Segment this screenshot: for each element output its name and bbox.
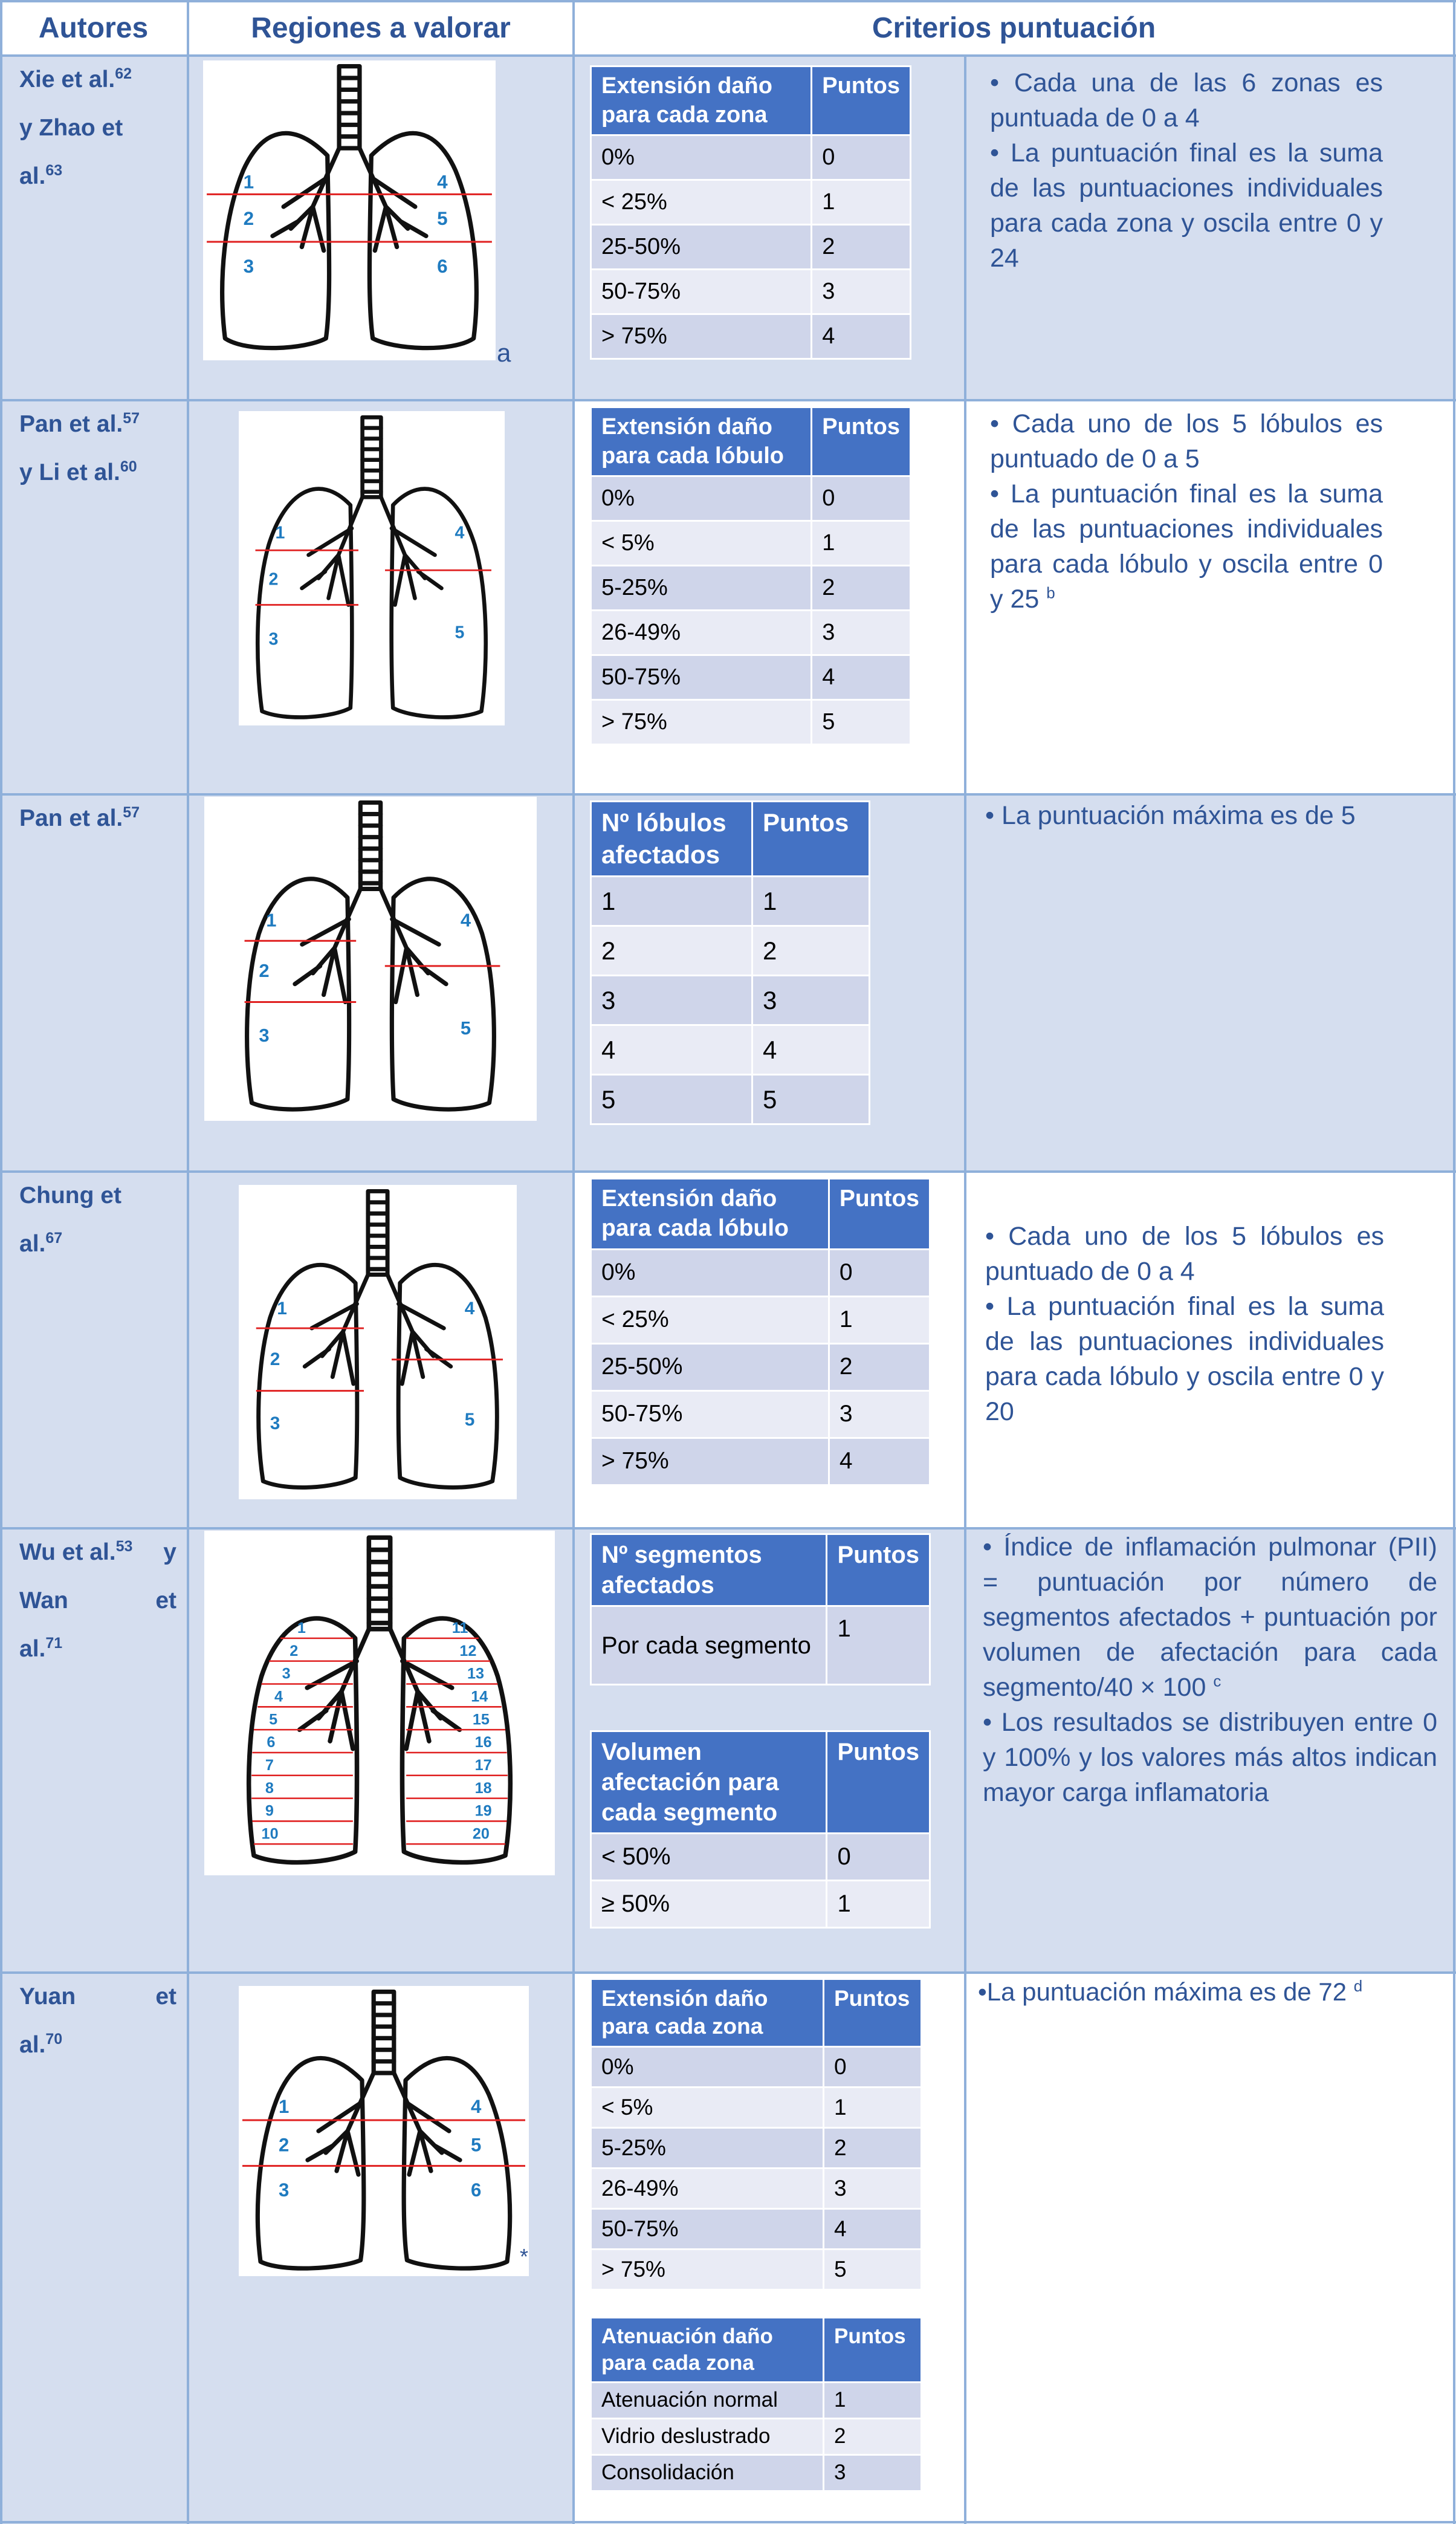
segment-label: 10	[261, 1825, 279, 1843]
table-header: Extensión daño para cada zona	[591, 1979, 824, 2047]
zone-label: 6	[437, 255, 448, 277]
author-text: et	[155, 1588, 176, 1614]
zone-label: 5	[437, 208, 448, 230]
table-cell: 0	[812, 476, 911, 521]
segment-label: 11	[451, 1620, 468, 1637]
table-cell: 0%	[591, 476, 812, 521]
table-cell: ≥ 50%	[591, 1881, 827, 1928]
table-cell: 25-50%	[591, 225, 812, 270]
zone-label: 3	[243, 255, 254, 277]
table-header: Puntos	[827, 1534, 930, 1606]
table-header-row	[591, 2318, 922, 2383]
table-cell: 3	[812, 611, 911, 655]
criteria-bullet: • Cada una de las 6 zonas es puntuada de 0 a 4	[990, 68, 1383, 132]
criteria-text	[985, 798, 1420, 833]
grid-row5-bottom	[0, 1971, 1456, 1974]
image-note: *	[520, 2244, 529, 2269]
score-table	[590, 800, 870, 1125]
lobe-label: 2	[268, 569, 279, 589]
table-header: Volumen afectación para cada segmento	[591, 1731, 827, 1834]
lobe-label: 4	[460, 909, 471, 931]
lobe-label: 5	[464, 1410, 475, 1430]
table-row	[591, 1881, 930, 1928]
table-cell: < 25%	[591, 1296, 829, 1343]
table-cell: 1	[829, 1296, 930, 1343]
table-cell: < 25%	[591, 180, 812, 225]
table-cell: 2	[812, 225, 911, 270]
table-cell: 0%	[591, 135, 812, 180]
criteria-bullet	[983, 1530, 1437, 1705]
segment-label: 4	[274, 1688, 283, 1705]
table-row	[591, 476, 911, 521]
criteria-bullet-text: • Índice de inflamación pulmonar (PII) = puntuación por número de segmentos afectados + puntuación por volumen de afectación para cada segmento/40 × 100	[983, 1533, 1437, 1702]
lung-svg	[203, 60, 496, 360]
table-header: Puntos	[829, 1179, 930, 1250]
table-cell: 4	[829, 1438, 930, 1485]
table-row	[591, 2087, 922, 2127]
table-cell: Vidrio deslustrado	[591, 2418, 824, 2454]
lung-diagram-6-zones	[203, 60, 496, 360]
ref-sup: 60	[120, 458, 137, 475]
ref-sup: 53	[115, 1538, 133, 1555]
grid-row3-bottom	[0, 1170, 1456, 1173]
segment-label: 17	[474, 1756, 492, 1774]
table-header: Puntos	[824, 2318, 922, 2383]
criteria-text	[983, 1530, 1437, 1810]
author-text: al.	[19, 1231, 46, 1257]
score-table	[590, 1178, 931, 1486]
footnote-sup: b	[1046, 583, 1055, 602]
criteria-bullet: • La puntuación final es la suma de las puntuaciones individuales para cada lóbulo y oscila entre 0 y 20	[985, 1292, 1384, 1426]
table-cell: 4	[812, 314, 911, 359]
table-header-row	[591, 67, 911, 135]
table-header: Puntos	[752, 802, 870, 877]
table-cell: 1	[824, 2382, 922, 2418]
table-cell: 3	[812, 270, 911, 314]
table-header: Nº lóbulos afectados	[591, 802, 752, 877]
criteria-bullet: • Cada uno de los 5 lóbulos es puntuado de 0 a 5	[990, 409, 1383, 473]
segment-label: 15	[472, 1711, 490, 1728]
table-cell: < 5%	[591, 2087, 824, 2127]
lobe-label: 4	[455, 523, 465, 543]
table-cell: 2	[591, 926, 752, 976]
table-header: Atenuación daño para cada zona	[591, 2318, 824, 2383]
criteria-bullet	[978, 1976, 1413, 2008]
author-text: Pan et al.	[19, 411, 123, 437]
criteria-text	[985, 1219, 1384, 1429]
criteria-bullet: • Cada uno de los 5 lóbulos es puntuado de 0 a 4	[985, 1222, 1384, 1286]
table-cell: 0%	[591, 1249, 829, 1296]
table-cell: 0	[812, 135, 911, 180]
segment-label: 12	[459, 1642, 477, 1659]
author-text: al.	[19, 1636, 46, 1662]
table-header: Extensión daño para cada lóbulo	[591, 1179, 829, 1250]
table-cell: 26-49%	[591, 2168, 824, 2208]
table-cell: 4	[824, 2208, 922, 2249]
table-cell: > 75%	[591, 314, 812, 359]
criteria-bullet-text: •La puntuación máxima es de 72	[978, 1977, 1347, 2006]
criteria-text	[978, 1976, 1413, 2008]
ref-sup: 57	[123, 804, 140, 821]
criteria-bullet: • La puntuación final es la suma de las puntuaciones individuales para cada zona y oscila entre 0 y 24	[990, 138, 1383, 273]
table-cell: 1	[827, 1881, 930, 1928]
segment-label: 6	[267, 1734, 276, 1751]
table-cell: 50-75%	[591, 2208, 824, 2249]
segment-label: 19	[474, 1802, 492, 1820]
table-cell: 5-25%	[591, 566, 812, 611]
table-header: Nº segmentos afectados	[591, 1534, 827, 1606]
zone-label: 2	[243, 208, 254, 230]
table-row	[591, 135, 911, 180]
table-header: Puntos	[824, 1979, 922, 2047]
table-header-row	[591, 1979, 922, 2047]
lung-svg	[239, 411, 505, 725]
table-row	[591, 655, 911, 700]
table-header: Extensión daño para cada lóbulo	[591, 407, 812, 476]
lobe-label: 3	[259, 1024, 270, 1046]
table-row	[591, 1075, 870, 1124]
table-cell: > 75%	[591, 1438, 829, 1485]
header-regions: Regiones a valorar	[251, 11, 511, 44]
grid-row1-bottom	[0, 399, 1456, 401]
table-row	[591, 2208, 922, 2249]
table-cell: > 75%	[591, 700, 812, 745]
lung-diagram-5-lobes	[239, 411, 505, 725]
lobe-label: 1	[266, 909, 277, 931]
grid-row2-bottom	[0, 793, 1456, 796]
table-cell: 1	[752, 877, 870, 926]
lobe-label: 3	[268, 629, 279, 649]
row4-authors	[19, 1172, 176, 1268]
author-text: Yuan	[19, 1984, 76, 2010]
table-row	[591, 1606, 930, 1685]
table-row	[591, 700, 911, 745]
segment-label: 7	[265, 1756, 274, 1774]
table-cell: 5	[752, 1075, 870, 1124]
segment-label: 13	[467, 1665, 485, 1682]
criteria-bullet: • Los resultados se distribuyen entre 0 y 100% y los valores más altos indican mayor carga inflamatoria	[983, 1708, 1437, 1807]
lobe-label: 5	[455, 623, 465, 643]
table-cell: 3	[752, 976, 870, 1025]
row3-authors	[19, 794, 176, 843]
footnote-sup: c	[1213, 1672, 1221, 1690]
table-cell: 3	[829, 1390, 930, 1438]
table-cell: 1	[827, 1606, 930, 1685]
table-row	[591, 1343, 930, 1390]
zone-label: 2	[279, 2134, 290, 2156]
row5-authors	[19, 1528, 176, 1673]
table-row	[591, 611, 911, 655]
table-cell: 2	[812, 566, 911, 611]
author-text: Pan et al.	[19, 805, 123, 831]
table-row	[591, 180, 911, 225]
lung-svg	[239, 1185, 517, 1499]
table-header: Extensión daño para cada zona	[591, 67, 812, 135]
lobe-label: 1	[277, 1299, 287, 1319]
author-text: al.	[19, 163, 46, 189]
lobe-label: 5	[460, 1017, 471, 1039]
table-cell: 2	[752, 926, 870, 976]
table-cell: 4	[752, 1025, 870, 1075]
author-text: Chung et	[19, 1183, 121, 1208]
lung-diagram-20-segments	[204, 1531, 555, 1875]
table-row	[591, 314, 911, 359]
ref-sup: 71	[45, 1635, 63, 1652]
lung-diagram-5-lobes	[239, 1185, 517, 1499]
table-cell: 5	[824, 2249, 922, 2289]
segment-label: 18	[474, 1779, 492, 1797]
segment-label: 9	[265, 1802, 274, 1820]
segment-label: 3	[282, 1665, 291, 1682]
segment-label: 14	[471, 1688, 488, 1705]
zone-label: 4	[437, 171, 448, 193]
table-header-row	[591, 407, 911, 476]
table-cell: 2	[829, 1343, 930, 1390]
table-cell: 1	[824, 2087, 922, 2127]
author-text: al.	[19, 2032, 46, 2058]
table-cell: 25-50%	[591, 1343, 829, 1390]
segment-label: 16	[474, 1734, 492, 1751]
lung-svg	[204, 797, 537, 1121]
lung-svg	[239, 1986, 529, 2276]
table-cell: 1	[591, 877, 752, 926]
table-row	[591, 1025, 870, 1075]
grid-col2	[572, 0, 575, 2524]
table-cell: 50-75%	[591, 270, 812, 314]
table-cell: Atenuación normal	[591, 2382, 824, 2418]
table-header-row	[591, 1534, 930, 1606]
table-header: Puntos	[812, 407, 911, 476]
table-row	[591, 225, 911, 270]
criteria-bullet	[990, 476, 1383, 617]
author-text: Wu et al.	[19, 1539, 116, 1565]
table-row	[591, 566, 911, 611]
table-row	[591, 270, 911, 314]
table-row	[591, 2168, 922, 2208]
author-text: y Li et al.	[19, 459, 120, 485]
zone-label: 3	[279, 2179, 290, 2201]
ref-sup: 67	[45, 1230, 63, 1247]
segment-label: 5	[269, 1711, 278, 1728]
table-row	[591, 1438, 930, 1485]
segment-label: 20	[472, 1825, 490, 1843]
table-cell: 5	[812, 700, 911, 745]
ref-sup: 70	[45, 2031, 63, 2048]
author-text: y	[163, 1539, 176, 1565]
table-row	[591, 926, 870, 976]
table-row	[591, 1296, 930, 1343]
footnote-sup: d	[1353, 1977, 1363, 1995]
table-row	[591, 2127, 922, 2168]
segment-label: 2	[290, 1642, 299, 1659]
table-cell: 0	[824, 2046, 922, 2087]
author-text: Xie et al.	[19, 67, 115, 92]
row1-authors	[19, 56, 176, 201]
table-cell: < 5%	[591, 521, 812, 566]
table-cell: 5	[591, 1075, 752, 1124]
lobe-label: 3	[270, 1413, 280, 1433]
table-cell: > 75%	[591, 2249, 824, 2289]
table-row	[591, 2046, 922, 2087]
segment-label: 1	[297, 1620, 306, 1637]
grid-left	[0, 0, 2, 2524]
criteria-text	[990, 65, 1383, 276]
table-cell: 3	[591, 976, 752, 1025]
zone-label: 6	[471, 2179, 482, 2201]
author-text: Wan	[19, 1588, 68, 1614]
score-table	[590, 1978, 922, 2291]
table-cell: 50-75%	[591, 655, 812, 700]
table-header: Puntos	[812, 67, 911, 135]
zone-label: 1	[243, 171, 254, 193]
table-cell: 1	[812, 521, 911, 566]
ref-sup: 62	[115, 65, 132, 82]
row2-authors	[19, 400, 176, 497]
table-cell: 4	[591, 1025, 752, 1075]
table-row	[591, 877, 870, 926]
table-cell: 3	[824, 2454, 922, 2491]
table-header-row	[591, 1731, 930, 1834]
table-cell: 0	[829, 1249, 930, 1296]
criteria-bullet: • La puntuación máxima es de 5	[985, 801, 1356, 830]
lobe-label: 4	[464, 1299, 475, 1319]
ref-sup: 57	[123, 410, 140, 427]
table-header: Puntos	[827, 1731, 930, 1834]
score-table	[590, 406, 911, 745]
grid-col3	[964, 56, 966, 2524]
lobe-label: 2	[270, 1349, 280, 1369]
score-table	[590, 1730, 931, 1929]
table-cell: 26-49%	[591, 611, 812, 655]
table-row	[591, 2454, 922, 2491]
criteria-text	[990, 406, 1383, 617]
zone-label: 1	[279, 2096, 290, 2117]
table-cell: 50-75%	[591, 1390, 829, 1438]
table-row	[591, 1390, 930, 1438]
grid-col1	[187, 0, 189, 2524]
table-cell: 3	[824, 2168, 922, 2208]
table-row	[591, 2249, 922, 2289]
score-table	[590, 2317, 922, 2492]
table-cell: 4	[812, 655, 911, 700]
lung-diagram-6-zones	[239, 1986, 529, 2276]
header-authors: Autores	[38, 11, 149, 44]
table-cell: 2	[824, 2127, 922, 2168]
table-cell: 1	[812, 180, 911, 225]
table-header-row	[591, 802, 870, 877]
score-table	[590, 1533, 931, 1685]
grid-right	[1453, 0, 1455, 2524]
table-cell: 0%	[591, 2046, 824, 2087]
table-cell: 0	[827, 1834, 930, 1881]
table-row	[591, 1249, 930, 1296]
author-text: et	[155, 1984, 176, 2010]
author-text: y Zhao et	[19, 115, 123, 141]
row6-authors	[19, 1973, 176, 2069]
zone-label: 4	[471, 2096, 482, 2117]
table-cell: Por cada segmento	[591, 1606, 827, 1685]
table-row	[591, 2382, 922, 2418]
table-row	[591, 521, 911, 566]
zone-label: 5	[471, 2134, 482, 2156]
table-cell: < 50%	[591, 1834, 827, 1881]
lung-svg	[204, 1531, 555, 1875]
criteria-bullet-text: • La puntuación final es la suma de las puntuaciones individuales para cada lóbulo y oscila entre 0 y 25	[990, 479, 1383, 614]
table-row	[591, 2418, 922, 2454]
lobe-label: 2	[259, 959, 270, 981]
grid-bottom	[0, 2521, 1456, 2523]
table-header-row	[591, 1179, 930, 1250]
table-row	[591, 976, 870, 1025]
lobe-label: 1	[275, 523, 285, 543]
score-table	[590, 65, 911, 360]
header-criteria: Criterios puntuación	[872, 11, 1156, 44]
table-row	[591, 1834, 930, 1881]
table-cell: 5-25%	[591, 2127, 824, 2168]
table-cell: Consolidación	[591, 2454, 824, 2491]
segment-label: 8	[265, 1779, 274, 1797]
table-cell: 2	[824, 2418, 922, 2454]
lung-diagram-5-lobes	[204, 797, 537, 1121]
ref-sup: 63	[45, 162, 63, 179]
image-note: a	[497, 339, 511, 367]
